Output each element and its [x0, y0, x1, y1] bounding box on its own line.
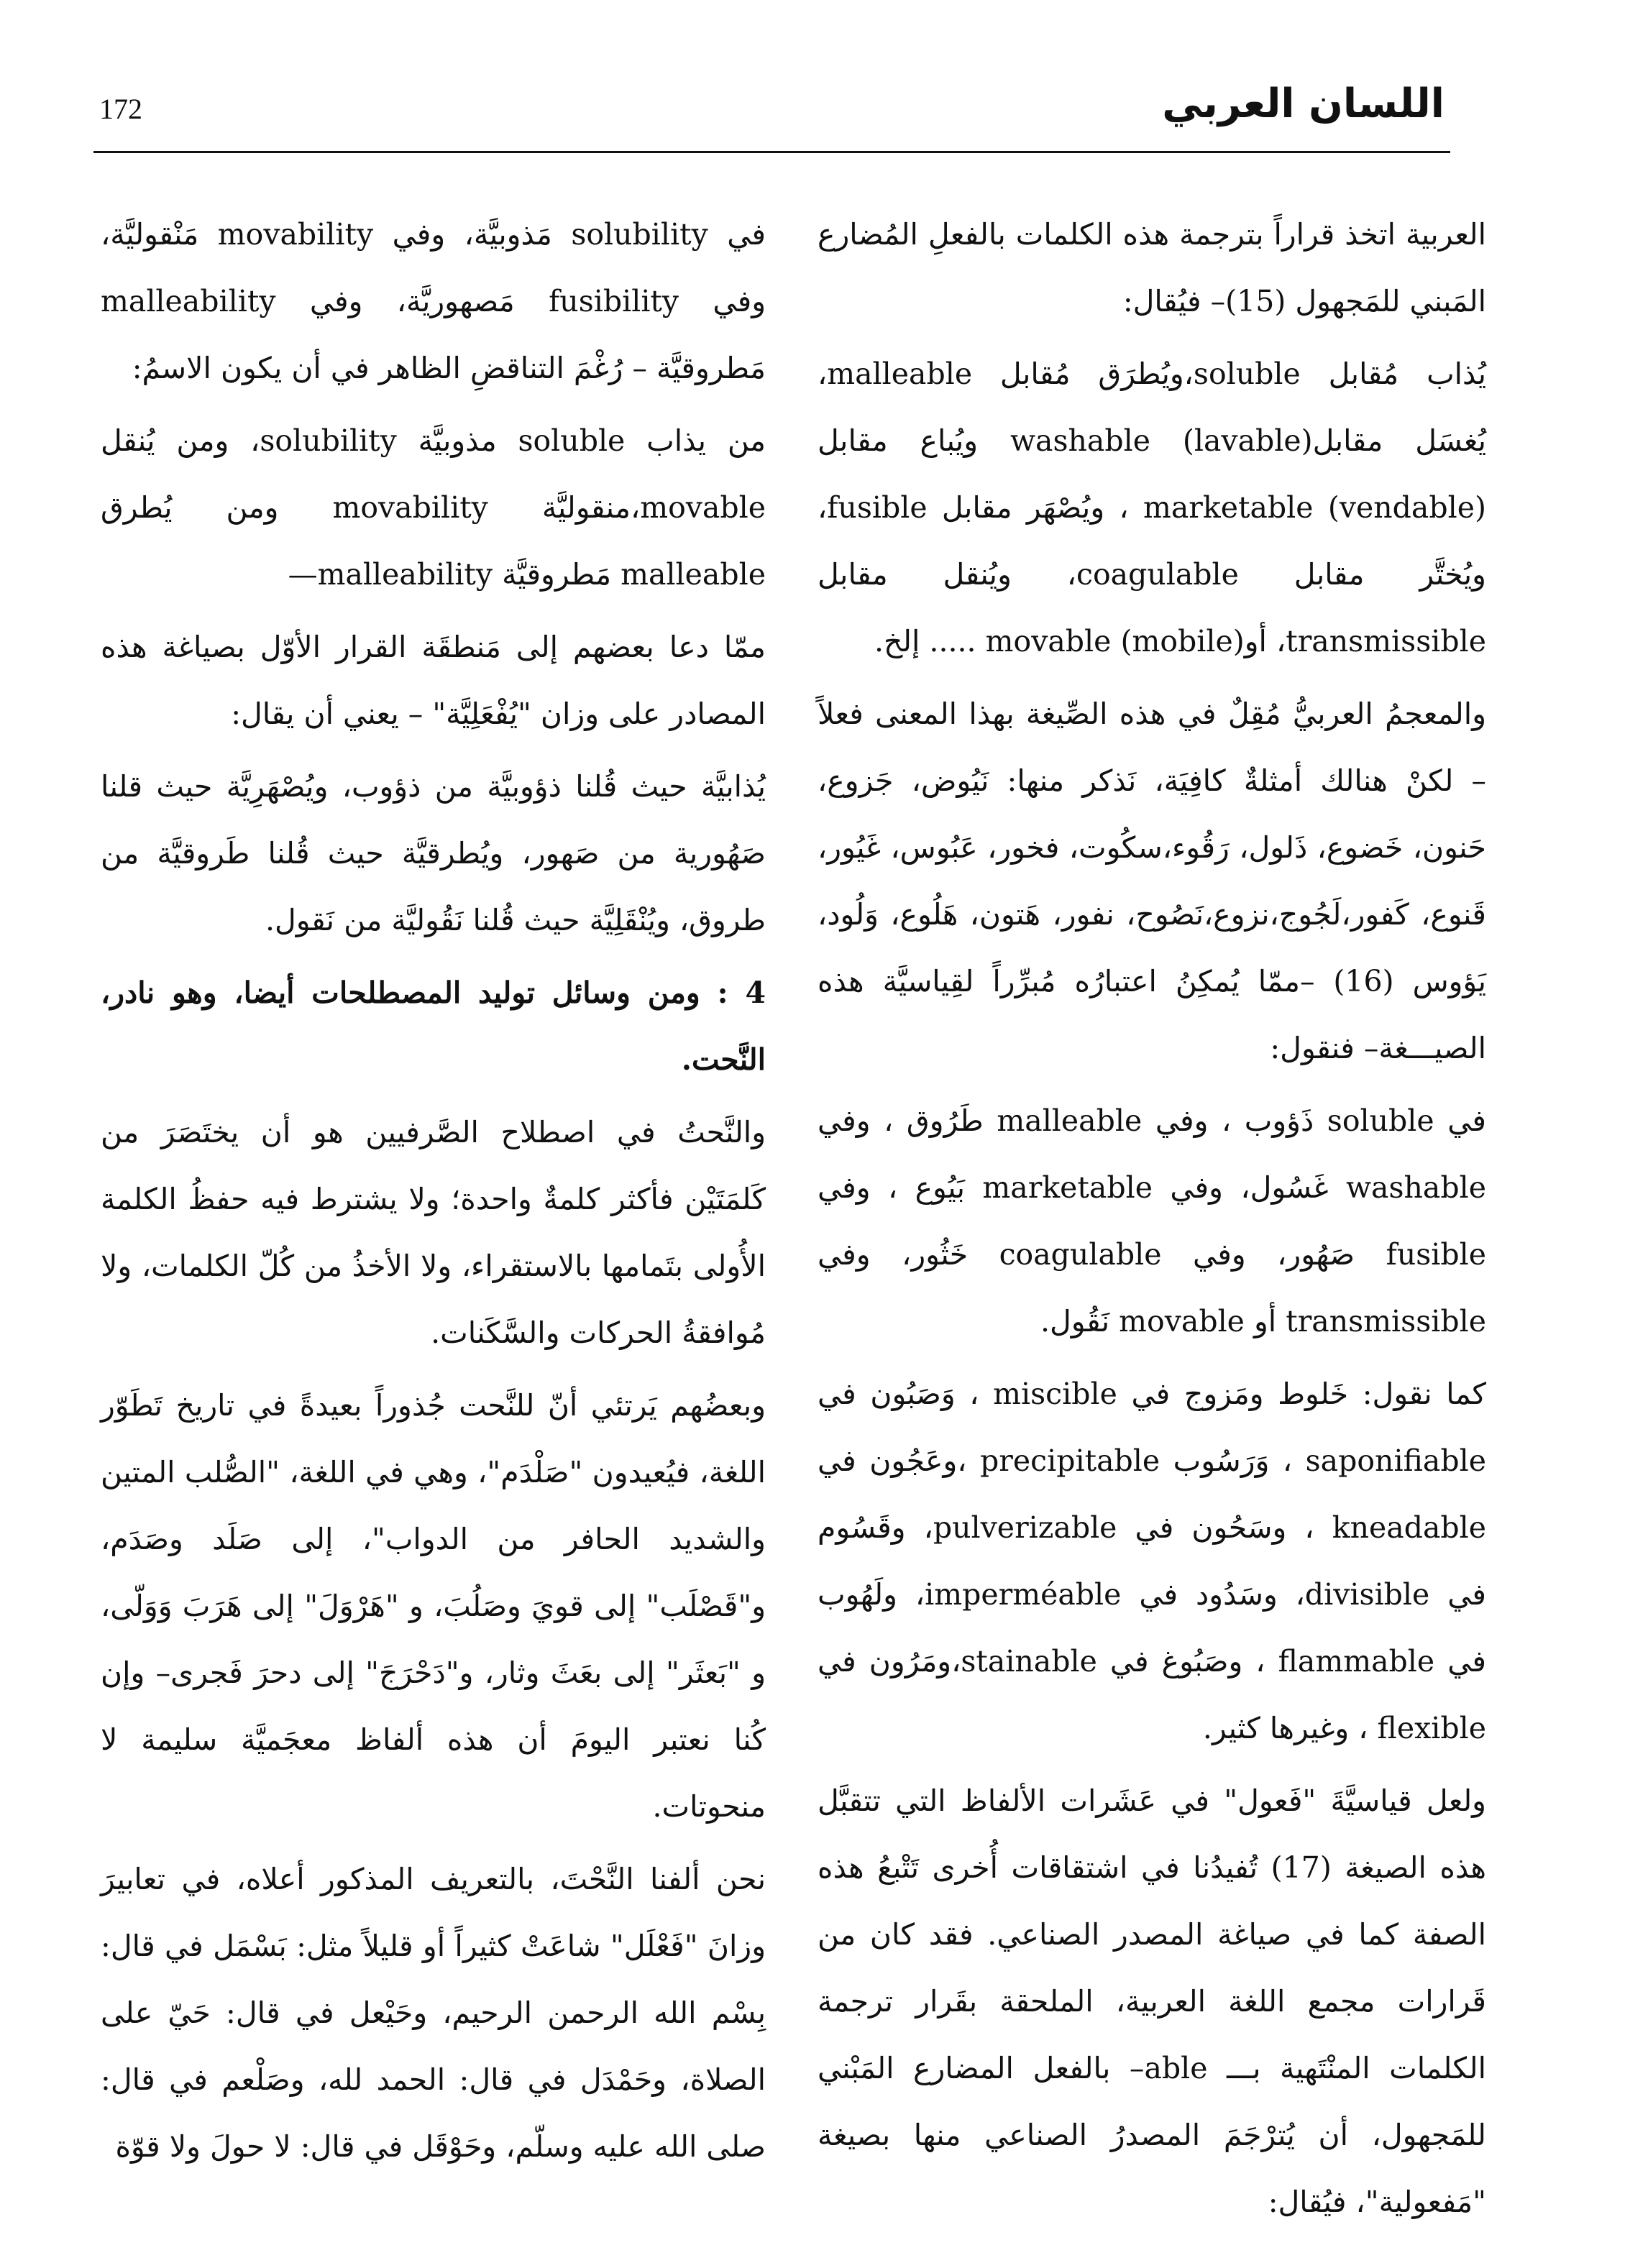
header-divider [93, 151, 1450, 153]
paragraph: في soluble ذَؤوب ، وفي malleable طَرُوق ، وفي washable غَسُول، وفي marketable بَيُوع ، وفي fusible صَهُور، وفي coagulable خَثُور، وفي transmissible أو movable نَقُول. [818, 1103, 1486, 1339]
paragraph: يُذاب مُقابل soluble،ويُطرَق مُقابل malleable، يُغسَل مقابل(lavable) washable ويُباع مقابل (vendable) marketable ، ويُصْهَر مقابل fusible، ويُختَّر مقابل coagulable، ويُنقل مقابل transmissible، أو(mobile) movable ..... إلخ. [818, 357, 1487, 658]
paragraph: يُذابيَّة حيث قُلنا ذؤوبيَّة من ذؤوب، ويُصْهَرِيَّة حيث قلنا صَهُورية من صَهور، ويُطرقيَّة حيث قُلنا طَروقيَّة من طروق، ويُنْقَلِيَّة حيث قُلنا نَقُوليَّة من نَقول. [101, 769, 766, 937]
journal-title-logo: اللسان العربي [1162, 81, 1444, 127]
paragraph: العربية اتخذ قراراً بترجمة هذه الكلمات بالفعلِ المُضارع المَبني للمَجهول (15)– فيُقال: [818, 217, 1486, 318]
left-text-column [101, 201, 766, 2246]
paragraph: ولعل قياسيَّةَ "فَعول" في عَشَرات الألفاظ التي تتقبَّل هذه الصيغة (17) تُفيدُنا في اشتقاقات أُخرى تَتْبعُ هذه الصفة كما في صياغة المصدر الصناعي. فقد كان من قَرارات مجمع اللغة العربية، الملحقة بقَرار ترجمة الكلمات المنْتَهية بـــ able– بالفعل المضارع المَبْني للمَجهول، أن يُترْجَمَ المصدرُ الصناعي منها بصيغة "مَفعولية"، فيُقال: [818, 1783, 1486, 2219]
paragraph: كما نقول: خَلوط ومَزوج في miscible ، وَصَبُون في saponifiable ، وَرَسُوب precipitable ،وعَجُون في kneadable ، وسَحُون في pulverizable، وقَسُوم في divisible، وسَدُود في imperméable، ولَهُوب في flammable ، وصَبُوغ في stainable،ومَرُون في flexible ، وغيرها كثير. [818, 1377, 1487, 1745]
paragraph: من يذاب soluble مذوبيَّة solubility، ومن يُنقل movable،منقوليَّة movability ومن يُطرق malleable مَطروقيَّة malleability— [101, 423, 766, 592]
right-text-column [818, 201, 1486, 2246]
section-heading: 4 : ومن وسائل توليد المصطلحات أيضا، وهو نادر، النَّحت. [101, 975, 766, 1077]
page-number: 172 [99, 93, 142, 125]
paragraph: في solubility مَذوبيَّة، وفي movability مَنْقوليَّة، وفي fusibility مَصهوريَّة، وفي malleability مَطروقيَّة – رُغْمَ التناقضِ الظاهر في أن يكون الاسمُ: [101, 217, 766, 385]
paragraph: والمعجمُ العربيُّ مُقِلٌ في هذه الصِّيغة بهذا المعنى فعلاً – لكنْ هنالك أمثلةٌ كافِيَة، نَذكر منها: نَيُوض، جَزوع، حَنون، خَضوع، ذَلول، رَقُوء،سكُوت، فخور، عَبُوس، غَيُور، قَنوع، كَفور،لَجُوج،نزوع،نَصُوح، نفور، هَتون، هَلُوع، وَلُود، يَؤوس (16) –ممّا يُمكِنُ اعتبارُه مُبرِّراً لقِياسيَّة هذه الصيـــغة– فنقول: [818, 697, 1487, 1065]
paragraph: وبعضُهم يَرتئي أنّ للنَّحت جُذوراً بعيدةً في تاريخ تَطَوّر اللغة، فيُعيدون "صَلْدَم"، وهي في اللغة، "الصُّلب المتين والشديد الحافر من الدواب"، إلى صَلَد وصَدَم، و"قَصْلَب" إلى قويَ وصَلُبَ، و "هَرْوَلَ" إلى هَرَبَ وَوَلّى، و "بَعثَر" إلى بعَثَ وثار، و"دَحْرَجَ" إلى دحرَ فَجرى– وإن كُنا نعتبر اليومَ أن هذه ألفاظ معجَميَّة سليمة لا منحوتات. [101, 1388, 766, 1824]
paragraph: والنَّحتُ في اصطلاح الصَّرفيين هو أن يختَصَرَ من كَلمَتَيْن فأكثر كلمةٌ واحدة؛ ولا يشترط فيه حفظُ الكلمة الأُولى بتَمامها بالاستقراء، ولا الأخذُ من كُلّ الكلمات، ولا مُوافقةُ الحركات والسَّكَنات. [101, 1115, 766, 1350]
paragraph: ممّا دعا بعضهم إلى مَنطقَة القرار الأوّل بصياغة هذه المصادر على وزان "يُفْعَلِيَّة" – يعني أن يقال: [101, 630, 766, 731]
paragraph: نحن ألفنا النَّحْتَ، بالتعريف المذكور أعلاه، في تعابيرَ وزانَ "فَعْلَل" شاعَتْ كثيراً أو قليلاً مثل: بَسْمَل في قال: بِسْم الله الرحمن الرحيم، وحَيْعل في قال: حَيّ على الصلاة، وحَمْدَل في قال: الحمد لله، وصَلْعم في قال: صلى الله عليه وسلّم، وحَوْقَل في قال: لا حولَ ولا قوّة [101, 1862, 766, 2164]
